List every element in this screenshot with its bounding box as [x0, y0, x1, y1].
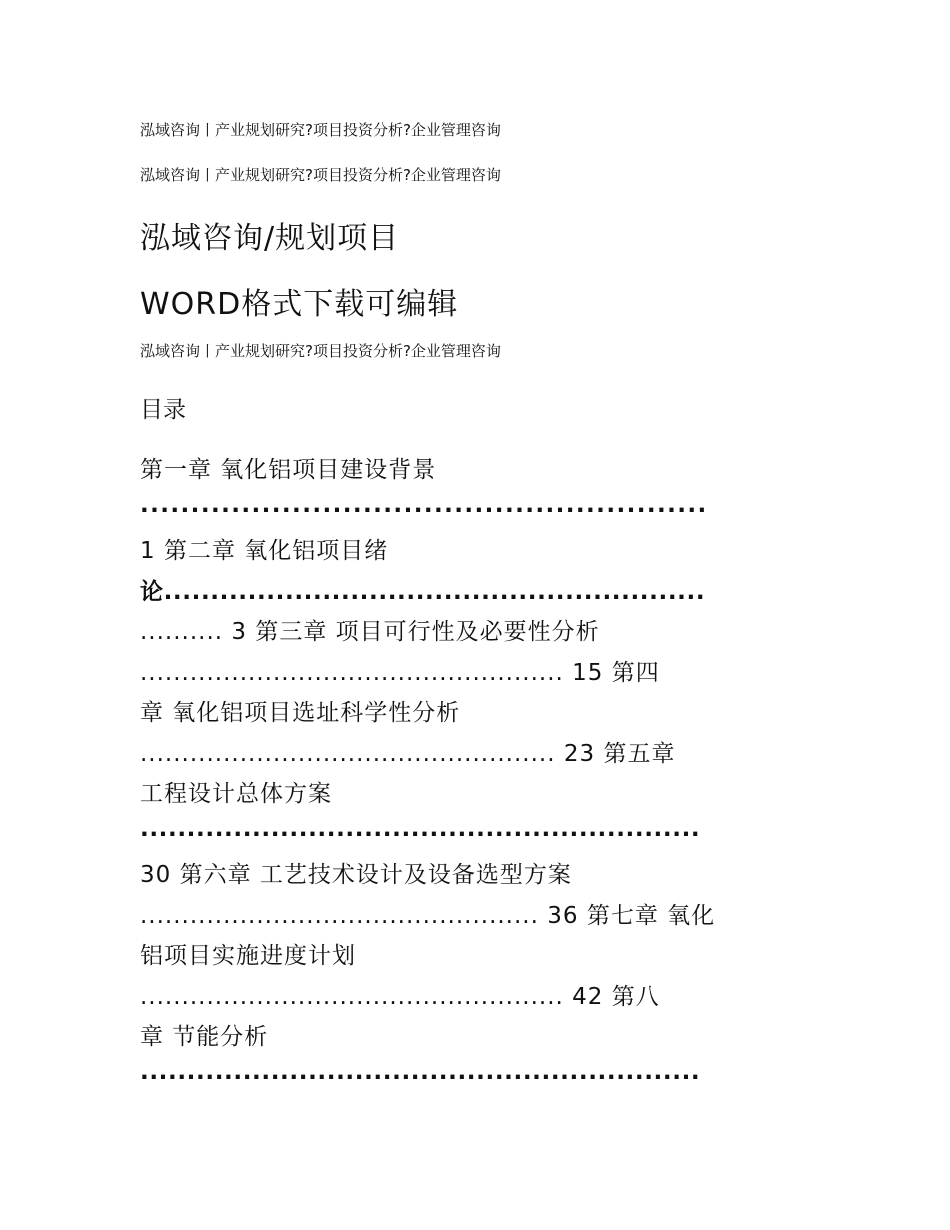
document-title: 泓域咨询/规划项目 [140, 221, 400, 256]
toc-line: 论.......................................................... [140, 579, 706, 605]
toc-line: 章 节能分析 [140, 1024, 269, 1050]
toc-line: ................................................ 36 第七章 氧化 [140, 903, 716, 929]
toc-line: 第一章 氧化铝项目建设背景 [140, 457, 437, 483]
toc-line: 工程设计总体方案 [140, 781, 332, 807]
toc-line: .......... 3 第三章 项目可行性及必要性分析 [140, 619, 600, 645]
toc-line: ................................................... 15 第四 [140, 660, 660, 686]
toc-line: 30 第六章 工艺技术设计及设备选型方案 [140, 862, 572, 888]
toc-line: .................................................. 23 第五章 [140, 741, 676, 767]
toc-line: 铝项目实施进度计划 [140, 943, 356, 969]
toc-leader-line: ............................................................ [140, 816, 701, 842]
toc-leader-line: ........................................................ [140, 492, 708, 518]
toc-line: 1 第二章 氧化铝项目绪 [140, 538, 389, 564]
document-subtitle: WORD格式下载可编辑 [140, 287, 459, 322]
toc-line: 章 氧化铝项目选址科学性分析 [140, 700, 461, 726]
header-line: 泓域咨询丨产业规划研究?项目投资分析?企业管理咨询 [140, 121, 501, 139]
header-line: 泓域咨询丨产业规划研究?项目投资分析?企业管理咨询 [140, 342, 501, 360]
toc-heading: 目录 [140, 397, 186, 423]
toc-line: ................................................... 42 第八 [140, 984, 660, 1010]
toc-leader-line: ............................................................ [140, 1059, 701, 1085]
header-line: 泓域咨询丨产业规划研究?项目投资分析?企业管理咨询 [140, 166, 501, 184]
